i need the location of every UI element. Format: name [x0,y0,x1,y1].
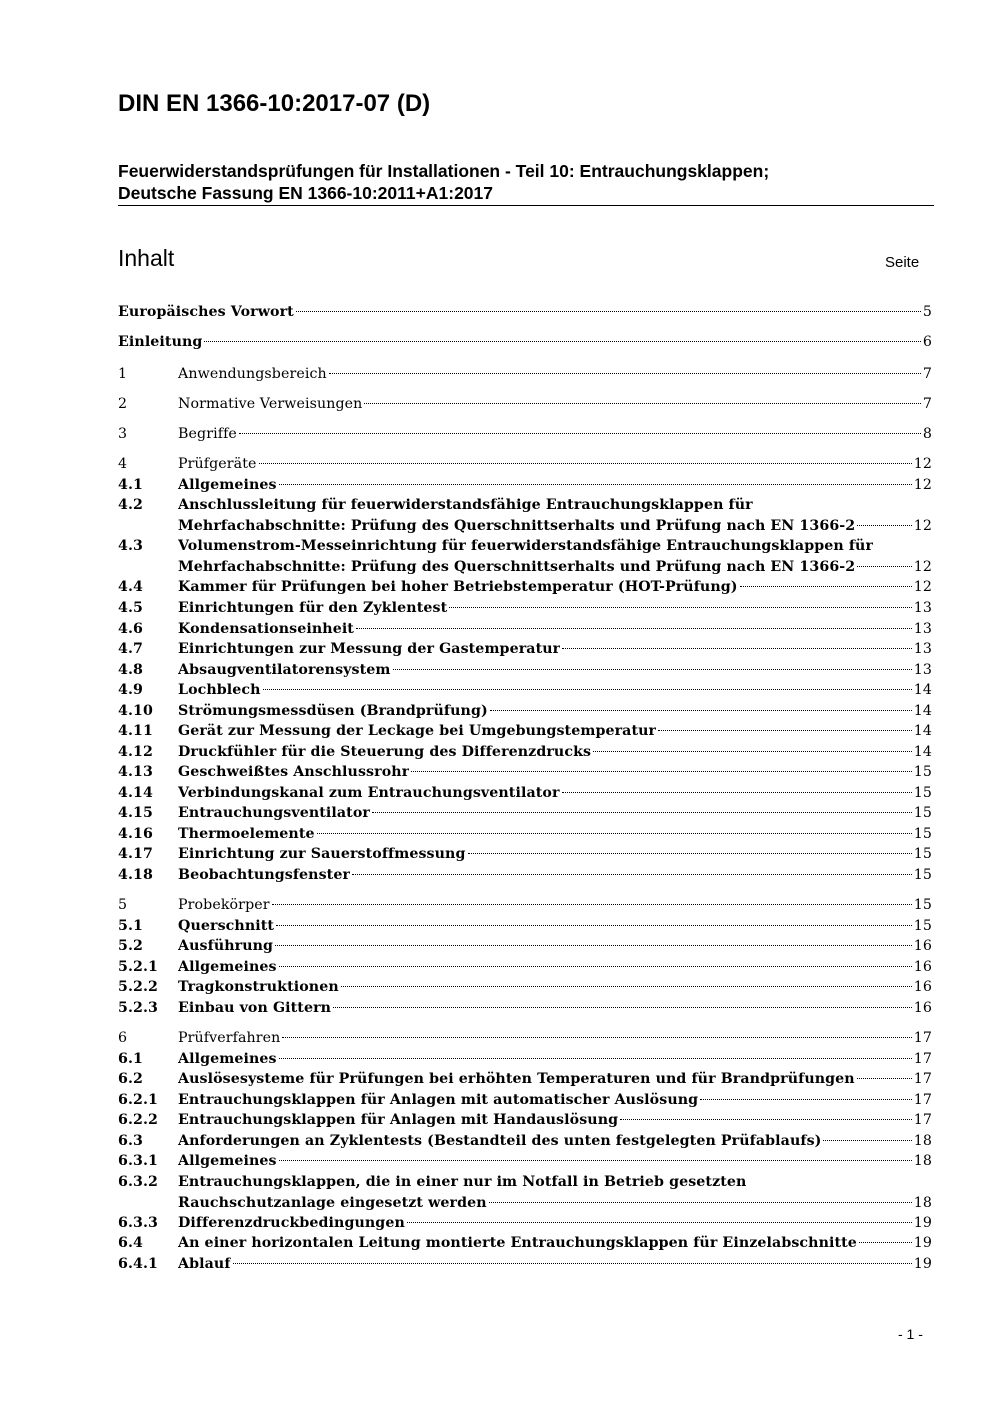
toc-entry-number: 5.1 [118,918,143,934]
toc-entry[interactable] [118,701,932,722]
document-id: DIN EN 1366-10:2017-07 (D) [118,90,431,117]
toc-entry[interactable] [118,998,932,1019]
toc-entry-page: 19 [913,1256,932,1272]
toc-entry-number: 5.2 [118,938,143,954]
toc-entry-title: Lochblech [178,682,261,698]
header-rule [118,205,934,206]
dot-leader [620,1119,912,1120]
toc-entry-title: Probekörper [178,897,270,913]
toc-entry-title: Differenzdruckbedingungen [178,1215,405,1231]
toc-entry-page: 17 [913,1051,932,1067]
toc-entry[interactable] [118,1172,932,1213]
toc-entry-title-continued: Mehrfachabschnitte: Prüfung des Querschnittserhalts und Prüfung nach EN 1366-2 [178,558,856,575]
toc-entry-page: 7 [922,396,932,412]
subtitle-line-1: Feuerwiderstandsprüfungen für Installationen - Teil 10: Entrauchungsklappen; [118,161,770,181]
toc-entry-page: 12 [913,558,932,575]
subtitle-line-2: Deutsche Fassung EN 1366-10:2011+A1:2017 [118,183,493,203]
toc-entry[interactable] [118,1110,932,1131]
toc-entry-page: 18 [913,1194,932,1211]
toc-entry-number: 6.3.3 [118,1215,158,1231]
toc-entry-title: Europäisches Vorwort [118,304,294,320]
toc-entry-title: Verbindungskanal zum Entrauchungsventilator [178,785,560,801]
toc-entry-title: Allgemeines [178,477,277,493]
toc-entry-title: Allgemeines [178,1051,277,1067]
toc-entry-title: Tragkonstruktionen [178,979,339,995]
toc-entry-number: 4.16 [118,826,153,842]
toc-entry-title: Allgemeines [178,1153,277,1169]
toc-entry-title: Ausführung [178,938,274,954]
toc-entry-page: 12 [913,517,932,534]
toc-entry-title: Ablauf [178,1256,231,1272]
toc-entry[interactable] [118,936,932,957]
dot-leader [823,1140,911,1141]
toc-entry-page: 17 [913,1030,932,1046]
toc-entry-number: 6.1 [118,1051,143,1067]
toc-entry[interactable] [118,536,932,577]
toc-entry-number: 3 [118,426,128,442]
toc-entry-page: 17 [913,1092,932,1108]
toc-entry-number: 4.14 [118,785,153,801]
toc-entry-title: Entrauchungsklappen, die in einer nur im Notfall in Betrieb gesetzten [178,1174,747,1190]
toc-page-label: Seite [885,254,920,271]
dot-leader [859,1242,912,1243]
toc-entry-page: 16 [913,938,932,954]
toc-entry-page: 14 [913,682,932,698]
toc-entry-page: 17 [913,1112,932,1128]
toc-entry[interactable] [118,957,932,978]
toc-entry-number: 1 [118,366,128,382]
dot-leader [296,311,921,312]
toc-entry-number: 4.9 [118,682,143,698]
toc-entry-title: Prüfverfahren [178,1030,281,1046]
toc-entry[interactable] [118,803,932,824]
toc-entry-page: 15 [913,918,932,934]
toc-entry-title: Anwendungsbereich [178,366,327,382]
toc-entry-number: 4.13 [118,764,153,780]
dot-leader [239,433,921,434]
toc-entry-number: 4.4 [118,579,143,595]
dot-leader [233,1263,912,1264]
toc-entry-title: Strömungsmessdüsen (Brandprüfung) [178,703,488,719]
toc-entry[interactable] [118,598,932,619]
toc-entry-title: Absaugventilatorensystem [178,662,391,678]
toc-entry[interactable] [118,495,932,536]
toc-entry-page: 12 [913,456,932,472]
dot-leader [356,628,912,629]
dot-leader [490,710,912,711]
toc-entry-title: Kammer für Prüfungen bei hoher Betriebstemperatur (HOT-Prüfung) [178,579,738,595]
toc-entry-page: 15 [913,805,932,821]
dot-leader [372,812,912,813]
dot-leader [562,648,912,649]
page-number: - 1 - [898,1326,923,1342]
toc-entry-number: 4.17 [118,846,153,862]
toc-entry-title: Volumenstrom-Messeinrichtung für feuerwiderstandsfähige Entrauchungsklappen für [178,538,874,554]
toc-entry[interactable] [118,1049,932,1070]
toc-entry[interactable] [118,895,932,916]
toc-entry-page: 15 [913,867,932,883]
toc-entry[interactable] [118,660,932,681]
dot-leader [317,833,912,834]
toc-entry-title: Einrichtungen für den Zyklentest [178,600,448,616]
dot-leader [352,874,912,875]
dot-leader [276,925,912,926]
toc-entry-number: 4.7 [118,641,143,657]
toc-entry-number: 6.4 [118,1235,143,1251]
toc-entry[interactable] [118,1028,932,1049]
dot-leader [562,792,912,793]
toc-entry-title: Geschweißtes Anschlussrohr [178,764,410,780]
toc-entry-page: 15 [913,764,932,780]
toc-entry-number: 6.2 [118,1071,143,1087]
toc-entry-number: 4.18 [118,867,153,883]
toc-entry-page: 13 [913,662,932,678]
toc-entry-title: Prüfgeräte [178,456,257,472]
toc-entry-number: 5.2.3 [118,1000,158,1016]
toc-entry[interactable] [118,1254,932,1275]
toc-entry[interactable] [118,762,932,783]
toc-entry[interactable] [118,424,932,445]
toc-entry-number: 6.2.1 [118,1092,158,1108]
dot-leader [282,1037,911,1038]
dot-leader [279,1058,912,1059]
toc-entry-title: Druckfühler für die Steuerung des Differenzdrucks [178,744,592,760]
toc-entry-title: Thermoelemente [178,826,315,842]
toc-entry-title: Einrichtung zur Sauerstoffmessung [178,846,466,862]
toc-entry[interactable] [118,454,932,475]
toc-entry[interactable] [118,1233,932,1254]
toc-entry-number: 2 [118,396,128,412]
dot-leader [341,986,912,987]
toc-entry[interactable] [118,475,932,496]
toc-entry-page: 15 [913,897,932,913]
dot-leader [204,341,920,342]
dot-leader [740,586,912,587]
toc-entry-number: 6.3.2 [118,1174,158,1190]
toc-entry-page: 19 [913,1235,932,1251]
toc-entry-title: Anschlussleitung für feuerwiderstandsfähige Entrauchungsklappen für [178,497,753,513]
toc-entry-number: 4.1 [118,477,143,493]
toc-entry-number: 4.6 [118,621,143,637]
toc-entry-page: 16 [913,1000,932,1016]
toc-entry[interactable] [118,619,932,640]
dot-leader [857,525,911,526]
toc-entry-page: 8 [922,426,932,442]
toc-entry[interactable] [118,302,932,323]
toc-entry[interactable] [118,721,932,742]
toc-entry-title: Querschnitt [178,918,275,934]
toc-entry[interactable] [118,844,932,865]
toc-entry-title: Anforderungen an Zyklentests (Bestandteil des unten festgelegten Prüfablaufs) [178,1133,822,1149]
dot-leader [275,945,912,946]
dot-leader [411,771,911,772]
toc-entry-page: 14 [913,723,932,739]
toc-entry-page: 18 [913,1133,932,1149]
toc-entry-number: 5.2.1 [118,959,158,975]
toc-entry-number: 4.10 [118,703,153,719]
toc-entry-page: 15 [913,785,932,801]
toc-entry-number: 6 [118,1030,128,1046]
toc-entry[interactable] [118,394,932,415]
toc-entry-title: Normative Verweisungen [178,396,363,412]
dot-leader [333,1007,912,1008]
toc-entry-title: Auslösesysteme für Prüfungen bei erhöhten Temperaturen und für Brandprüfungen [178,1071,855,1087]
document-subtitle [118,160,918,204]
toc-entry[interactable] [118,332,932,353]
toc-entry-page: 17 [913,1071,932,1087]
toc-entry[interactable] [118,977,932,998]
toc-entry-page: 6 [922,334,932,350]
toc-entry-title: Allgemeines [178,959,277,975]
toc-entry-title-continued: Rauchschutzanlage eingesetzt werden [178,1194,487,1211]
toc-entry[interactable] [118,783,932,804]
toc-entry[interactable] [118,916,932,937]
toc-entry-page: 13 [913,600,932,616]
toc-entry-number: 4.2 [118,497,143,513]
toc-entry-page: 7 [922,366,932,382]
toc-entry-number: 4.8 [118,662,143,678]
toc-entry-title: Beobachtungsfenster [178,867,351,883]
dot-leader [279,484,912,485]
toc-entry-page: 16 [913,959,932,975]
toc-entry-title: Entrauchungsklappen für Anlagen mit Handauslösung [178,1112,619,1128]
dot-leader [658,730,912,731]
toc-entry-title: Einleitung [118,334,203,350]
toc-entry-number: 4.3 [118,538,143,554]
dot-leader [263,689,912,690]
dot-leader [449,607,911,608]
toc-entry-title: Entrauchungsklappen für Anlagen mit automatischer Auslösung [178,1092,699,1108]
toc-entry-page: 15 [913,826,932,842]
dot-leader [700,1099,912,1100]
dot-leader [393,669,912,670]
toc-entry-title: Einbau von Gittern [178,1000,332,1016]
toc-entry-title: Begriffe [178,426,237,442]
toc-entry-title: Gerät zur Messung der Leckage bei Umgebungstemperatur [178,723,657,739]
toc-entry-number: 6.4.1 [118,1256,158,1272]
toc-entry-page: 19 [913,1215,932,1231]
toc-entry[interactable] [118,364,932,385]
toc-entry-number: 6.3 [118,1133,143,1149]
dot-leader [468,853,912,854]
toc-entry[interactable] [118,680,932,701]
toc-entry-page: 12 [913,477,932,493]
toc-entry-number: 4.11 [118,723,153,739]
toc-entry[interactable] [118,577,932,598]
toc-entry-page: 15 [913,846,932,862]
toc-entry-number: 5 [118,897,128,913]
toc-entry[interactable] [118,742,932,763]
toc-entry-page: 12 [913,579,932,595]
dot-leader [279,1160,912,1161]
toc-entry-page: 13 [913,621,932,637]
toc-entry-page: 14 [913,703,932,719]
dot-leader [329,373,921,374]
toc-heading: Inhalt [118,245,175,271]
toc-entry-number: 6.3.1 [118,1153,158,1169]
toc-entry[interactable] [118,1213,932,1234]
toc-entry-page: 16 [913,979,932,995]
toc-entry-page: 5 [922,304,932,320]
dot-leader [857,566,911,567]
dot-leader [272,904,912,905]
toc-entry[interactable] [118,1151,932,1172]
dot-leader [259,463,912,464]
dot-leader [407,1222,912,1223]
toc-entry-number: 4.15 [118,805,153,821]
dot-leader [489,1202,912,1203]
toc-entry-title-continued: Mehrfachabschnitte: Prüfung des Querschnittserhalts und Prüfung nach EN 1366-2 [178,517,856,534]
toc-entry-title: An einer horizontalen Leitung montierte Entrauchungsklappen für Einzelabschnitte [178,1235,857,1251]
toc-entry-number: 5.2.2 [118,979,158,995]
dot-leader [857,1078,912,1079]
dot-leader [364,403,920,404]
toc-entry-number: 4 [118,456,128,472]
toc-entry-title: Einrichtungen zur Messung der Gastemperatur [178,641,561,657]
toc-entry-number: 6.2.2 [118,1112,158,1128]
toc-entry-number: 4.12 [118,744,153,760]
toc-entry-title: Kondensationseinheit [178,621,354,637]
toc-entry-title: Entrauchungsventilator [178,805,370,821]
dot-leader [279,966,912,967]
toc-entry[interactable] [118,865,932,886]
toc-entry[interactable] [118,824,932,845]
toc-entry-number: 4.5 [118,600,143,616]
toc-entry[interactable] [118,639,932,660]
toc-entry[interactable] [118,1069,932,1090]
toc-entry-page: 13 [913,641,932,657]
toc-entry[interactable] [118,1131,932,1152]
toc-entry-page: 18 [913,1153,932,1169]
toc-entry-page: 14 [913,744,932,760]
toc-entry[interactable] [118,1090,932,1111]
dot-leader [593,751,912,752]
